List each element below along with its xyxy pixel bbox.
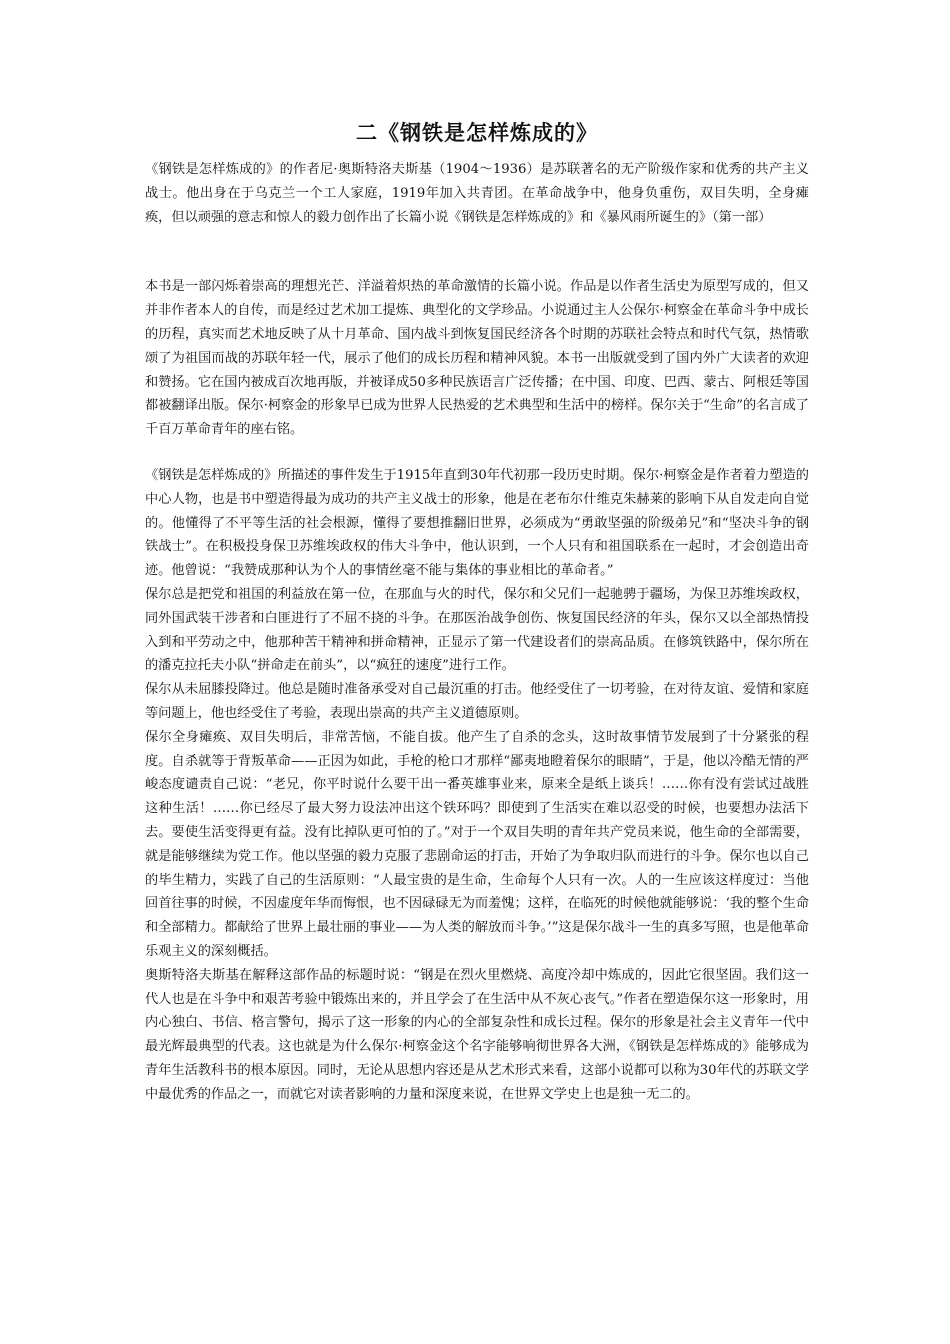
body-paragraph-3: 保尔总是把党和祖国的利益放在第一位，在那血与火的时代，保尔和父兄们一起驰骋于疆场，为保卫苏维埃政权，同外国武装干涉者和白匪进行了不屈不挠的斗争。在那医治战争创伤、恢复国民经济的年头，保尔又以全部热情投入到和平劳动之中，他那种苦干精神和拼命精神，正显示了第一代建设者们的崇高品质。在修筑铁路中，保尔所在的潘克拉托夫小队“拼命走在前头”，以“疯狂的速度”进行工作。 xyxy=(145,586,809,674)
spacer xyxy=(145,442,809,464)
document-page xyxy=(145,118,809,1106)
body-paragraph-4: 保尔从未屈膝投降过。他总是随时准备承受对自己最沉重的打击。他经受住了一切考验，在对待友谊、爱情和家庭等问题上，他也经受住了考验，表现出崇高的共产主义道德原则。 xyxy=(145,682,809,721)
intro-paragraph: 《钢铁是怎样炼成的》的作者尼·奥斯特洛夫斯基（1904～1936）是苏联著名的无产阶级作家和优秀的共产主义战士。他出身在于乌克兰一个工人家庭，1919年加入共青团。在革命战争中，他身负重伤，双目失明，全身瘫痪，但以顽强的意志和惊人的毅力创作出了长篇小说《钢铁是怎样炼成的》和《暴风雨所诞生的》（第一部） xyxy=(145,162,809,225)
body-paragraph-2: 《钢铁是怎样炼成的》所描述的事件发生于1915年直到30年代初那一段历史时期。保尔·柯察金是作者着力塑造的中心人物，也是书中塑造得最为成功的共产主义战士的形象，他是在老布尔什维克朱赫莱的影响下从自发走向自觉的。他懂得了不平等生活的社会根源，懂得了要想推翻旧世界，必须成为“勇敢坚强的阶级弟兄”和“坚决斗争的钢铁战士”。在积极投身保卫苏维埃政权的伟大斗争中，他认识到，一个人只有和祖国联系在一起时，才会创造出奇迹。他曾说：“我赞成那种认为个人的事情丝毫不能与集体的事业相比的革命者。” xyxy=(145,467,809,579)
body-paragraph-5: 保尔全身瘫痪、双目失明后，非常苦恼，不能自拔。他产生了自杀的念头，这时故事情节发展到了十分紧张的程度。自杀就等于背叛革命——正因为如此，手枪的枪口才那样“鄙夷地瞪着保尔的眼睛”，于是，他以冷酷无情的严峻态度谴责自己说：“老兄，你平时说什么要干出一番英雄事业来，原来全是纸上谈兵！……你有没有尝试过战胜这种生活！……你已经尽了最大努力设法冲出这个铁环吗？即使到了生活实在难以忍受的时候，也要想办法活下去。要使生活变得更有益。没有比掉队更可怕的了。”对于一个双目失明的青年共产党员来说，他生命的全部需要，就是能够继续为党工作。他以坚强的毅力克服了悲剧命运的打击，开始了为争取归队而进行的斗争。保尔也以自己的毕生精力，实践了自己的生活原则：“人最宝贵的是生命，生命每个人只有一次。人的一生应该这样度过：当他回首往事的时候，不因虚度年华而悔恨，也不因碌碌无为而羞愧；这样，在临死的时候他就能够说：‘我的整个生命和全部精力。都献给了世界上最壮丽的事业——为人类的解放而斗争。’”这是保尔战斗一生的真多写照，也是他革命乐观主义的深刻概括。 xyxy=(145,729,809,959)
body-paragraph-1: 本书是一部闪烁着崇高的理想光芒、洋溢着炽热的革命激情的长篇小说。作品是以作者生活史为原型写成的，但又并非作者本人的自传，而是经过艺术加工提炼、典型化的文学珍品。小说通过主人公保尔·柯察金在革命斗争中成长的历程，真实而艺术地反映了从十月革命、国内战斗到恢复国民经济各个时期的苏联社会特点和时代气氛，热情歌颂了为祖国而战的苏联年轻一代，展示了他们的成长历程和精神风貌。本书一出版就受到了国内外广大读者的欢迎和赞扬。它在国内被成百次地再版，并被译成50多种民族语言广泛传播；在中国、印度、巴西、蒙古、阿根廷等国都被翻译出版。保尔·柯察金的形象早已成为世界人民热爱的艺术典型和生活中的榜样。保尔关于“生命”的名言成了千百万革命青年的座右铭。 xyxy=(145,279,809,438)
spacer xyxy=(145,229,809,275)
document-title: 二《钢铁是怎样炼成的》 xyxy=(356,120,598,145)
body-paragraph-6: 奥斯特洛夫斯基在解释这部作品的标题时说：“钢是在烈火里燃烧、高度冷却中炼成的，因此它很坚固。我们这一代人也是在斗争中和艰苦考验中锻炼出来的，并且学会了在生活中从不灰心丧气。”作者在塑造保尔这一形象时，用内心独白、书信、格言警句，揭示了这一形象的内心的全部复杂性和成长过程。保尔的形象是社会主义青年一代中最光辉最典型的代表。这也就是为什么保尔·柯察金这个名字能够响彻世界各大洲，《钢铁是怎样炼成的》能够成为青年生活教科书的根本原因。同时，无论从思想内容还是从艺术形式来看，这部小说都可以称为30年代的苏联文学中最优秀的作品之一，而就它对读者影响的力量和深度来说，在世界文学史上也是独一无二的。 xyxy=(145,967,809,1102)
